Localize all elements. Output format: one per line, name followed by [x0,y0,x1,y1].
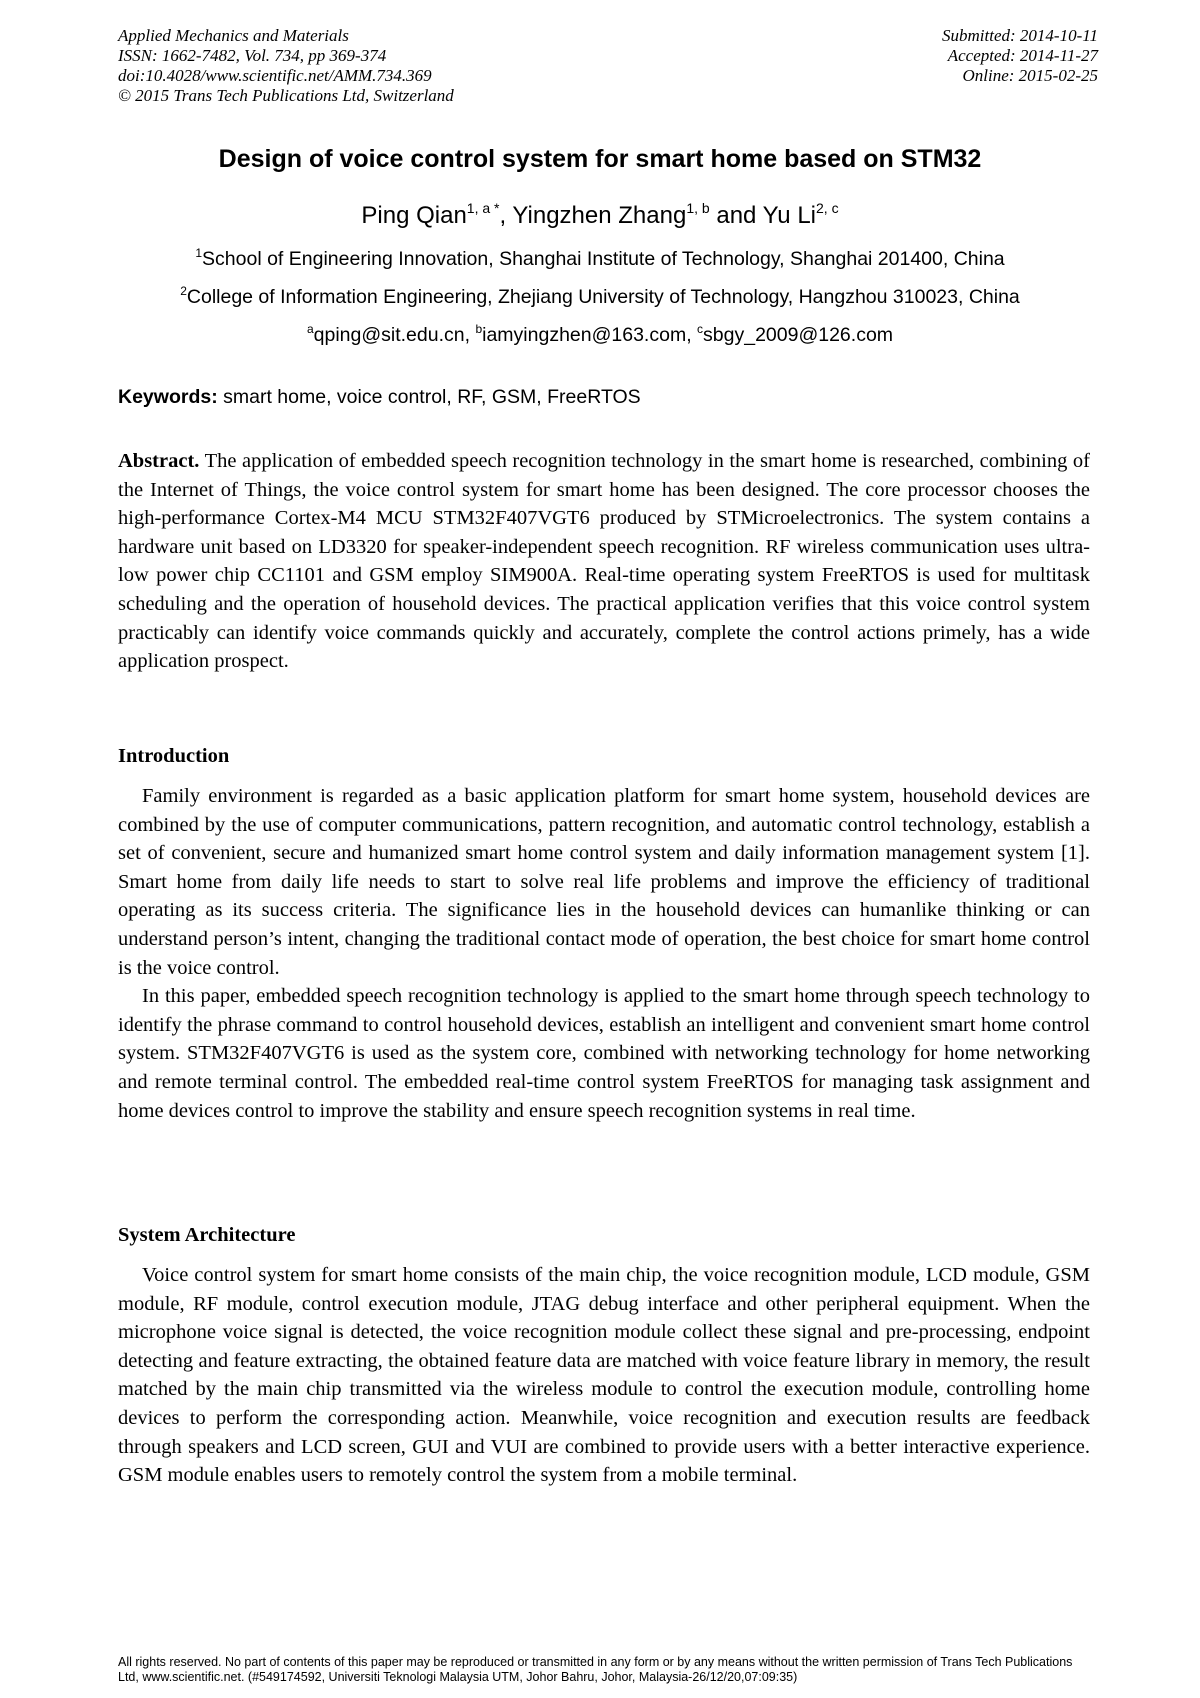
paragraph: Voice control system for smart home consists of the main chip, the voice recognition module, LCD module, GSM module, RF module, control execution module, JTAG debug interface and other peripheral equipment. When the microphone voice signal is detected, the voice recognition module collect these signal and pre-processing, endpoint detecting and feature extracting, the obtained feature data are matched with voice feature library in memory, the result matched by the main chip transmitted via the wireless module to control the execution module, controlling home devices to perform the corresponding action. Meanwhile, voice recognition and execution results are feedback through speakers and LCD screen, GUI and VUI are combined to provide users with a better interactive experience. GSM module enables users to remotely control the system from a mobile terminal. [118,1264,1090,1487]
paper-title: Design of voice control system for smart home based on STM32 [218,145,982,173]
submitted-date: Submitted: 2014-10-11 [942,26,1098,45]
author-sup: 2, c [816,200,839,216]
affiliation-sup: 1 [195,246,203,260]
journal-name: Applied Mechanics and Materials [118,26,349,45]
architecture-body [118,1261,1090,1490]
paragraph: In this paper, embedded speech recognition technology is applied to the smart home through speech technology to identify the phrase command to control household devices, establish an intelligent and convenient smart home control system. STM32F407VGT6 is used as the system core, combined with networking technology for home networking and remote terminal control. The embedded real-time control system FreeRTOS for managing task assignment and home devices control to improve the stability and ensure speech recognition systems in real time. [118,985,1090,1122]
online-date: Online: 2015-02-25 [962,66,1098,85]
copyright-footer: All rights reserved. No part of contents of this paper may be reproduced or transmitted in any form or by any means without the written permission of Trans Tech Publications Ltd, www.scientific.net. (#549174592, Universiti Teknologi Malaysia UTM, Johor Bahru, Johor, Malaysia-26/12/20,07:09:35) [118,1655,1073,1684]
author-name: Yingzhen Zhang [512,202,687,229]
author-name: Yu Li [762,202,817,229]
abstract [118,447,1090,676]
email-line [0,322,1200,347]
journal-info [118,26,454,106]
email-text: qping@sit.edu.cn, [313,324,476,346]
author-separator: and [709,202,763,229]
email-text: sbgy_2009@126.com [703,324,894,346]
keywords [118,386,641,409]
architecture-heading: System Architecture [118,1224,296,1246]
issn-line: ISSN: 1662-7482, Vol. 734, pp 369-374 [118,46,387,65]
introduction-body [118,782,1090,1125]
author-sup: 1, a * [466,200,500,216]
affiliation-text: School of Engineering Innovation, Shanghai Institute of Technology, Shanghai 201400, China [202,248,1005,270]
affiliation-1 [0,246,1200,271]
accepted-date: Accepted: 2014-11-27 [947,46,1098,65]
publication-dates [942,26,1098,86]
email-sup: c [697,322,704,336]
abstract-text: The application of embedded speech recognition technology in the smart home is researched, combining of the Internet of Things, the voice control system for smart home has been designed. The core processor chooses the high-performance Cortex-M4 MCU STM32F407VGT6 produced by STMicroelectronics. The system contains a hardware unit based on LD3320 for speaker-independent speech recognition. RF wireless communication uses ultra-low power chip CC1101 and GSM employ SIM900A. Real-time operating system FreeRTOS is used for multitask scheduling and the operation of household devices. The practical application verifies that this voice control system practicably can identify voice commands quickly and accurately, complete the control actions primely, has a wide application prospect. [118,450,1090,673]
affiliation-2 [0,284,1200,309]
email-text: iamyingzhen@163.com, [482,324,698,346]
author-separator: , [499,202,513,229]
email-sup: a [306,322,314,336]
introduction-heading: Introduction [118,745,230,767]
affiliation-sup: 2 [180,284,187,298]
abstract-label: Abstract. [118,450,200,472]
copyright-line: © 2015 Trans Tech Publications Ltd, Switzerland [118,86,454,105]
author-name: Ping Qian [361,202,467,229]
paragraph: Family environment is regarded as a basic application platform for smart home system, household devices are combined by the use of computer communications, pattern recognition, and automatic control technology, establish a set of convenient, secure and humanized smart home control system and daily information management system [1]. Smart home from daily life needs to start to solve real life problems and improve the efficiency of traditional operating as its success criteria. The significance lies in the household devices can humanlike thinking or can understand person’s intent, changing the traditional contact mode of operation, the best choice for smart home control is the voice control. [118,785,1090,979]
keywords-text: smart home, voice control, RF, GSM, FreeRTOS [223,386,641,408]
doi-line: doi:10.4028/www.scientific.net/AMM.734.369 [118,66,432,85]
author-list [0,200,1200,230]
author-sup: 1, b [686,200,710,216]
keywords-label: Keywords: [118,386,218,408]
email-sup: b [475,322,483,336]
affiliation-text: College of Information Engineering, Zhejiang University of Technology, Hangzhou 310023, China [186,286,1020,308]
